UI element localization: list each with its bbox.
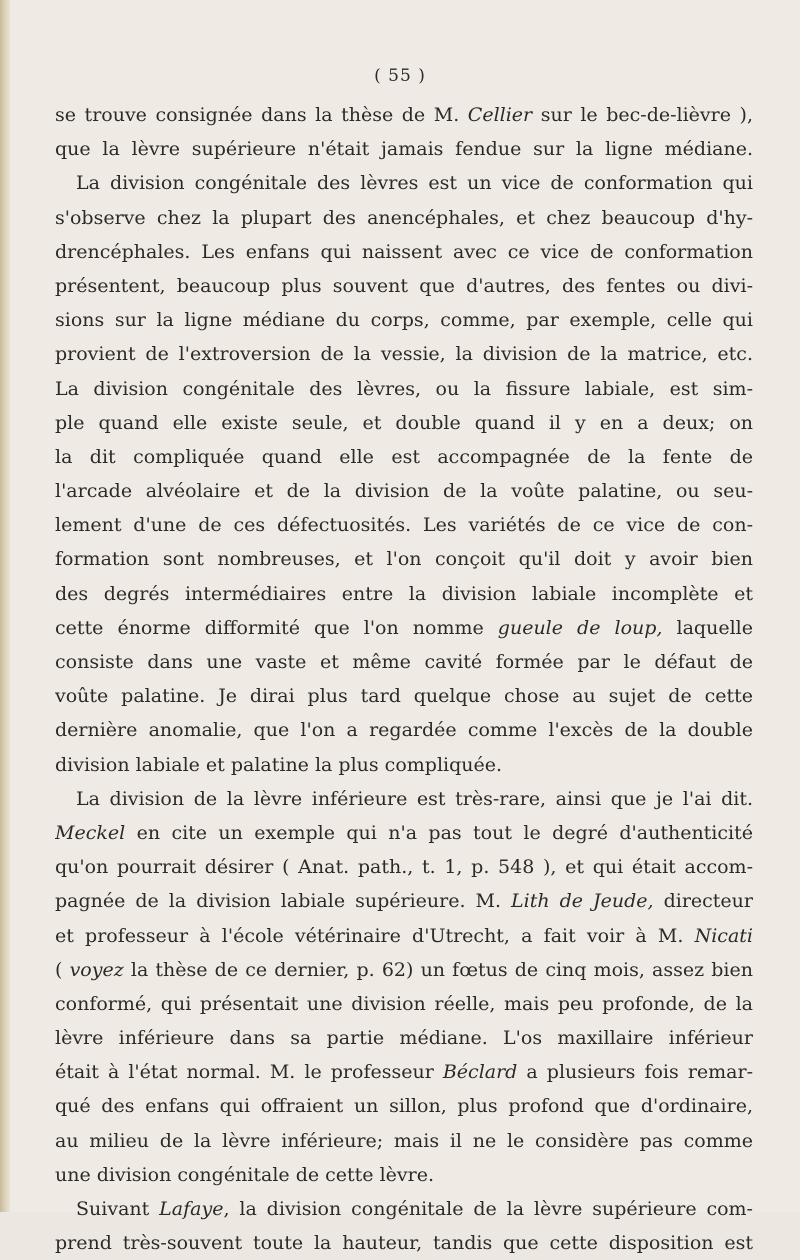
text-run: lèvre inférieure dans sa partie médiane. L'os maxillaire inférieur	[55, 1027, 753, 1050]
page-binding-edge	[0, 0, 10, 1212]
text-run: Suivant	[76, 1198, 160, 1220]
text-line	[55, 337, 753, 371]
text-line	[55, 166, 753, 200]
text-run: cette énorme difformité que l'on nomme	[55, 616, 498, 639]
italic-text-run: Lith de Jeude,	[511, 890, 654, 913]
text-line	[55, 953, 753, 987]
text-run: en cite un exemple qui n'a pas tout le degré d'authenticité	[125, 821, 753, 844]
text-line	[55, 235, 753, 269]
text-run: l'arcade alvéolaire et de la division de la voûte palatine, ou seu-	[55, 480, 753, 503]
text-line	[55, 748, 753, 782]
text-line	[55, 645, 753, 679]
text-run: au milieu de la lèvre inférieure; mais il ne le considère pas comme	[55, 1129, 753, 1152]
text-run: dernière anomalie, que l'on a regardée comme l'excès de la double	[55, 719, 753, 742]
text-run: une division congénitale de cette lèvre.	[55, 1163, 435, 1186]
text-run: laquelle	[662, 616, 753, 639]
text-run: se trouve consignée dans la thèse de M.	[55, 104, 468, 126]
text-run: (	[55, 958, 70, 981]
italic-text-run: Nicati	[694, 924, 753, 947]
text-line	[55, 577, 753, 611]
text-line	[55, 782, 753, 816]
text-run: ple quand elle existe seule, et double quand il y en a deux; on	[55, 411, 753, 434]
text-line	[55, 1089, 753, 1123]
text-run: La division congénitale des lèvres est un vice de conformation qui	[76, 172, 753, 195]
text-run: prend très-souvent toute la hauteur, tandis que cette disposition est	[55, 1232, 753, 1255]
italic-text-run: voyez	[69, 958, 124, 981]
text-run: provient de l'extroversion de la vessie, la division de la matrice, etc.	[55, 343, 753, 366]
text-run: sions sur la ligne médiane du corps, comme, par exemple, celle qui	[55, 309, 753, 332]
text-line	[55, 919, 753, 953]
page-number: ( 55 )	[374, 66, 426, 86]
text-line	[55, 201, 753, 235]
italic-text-run: Cellier	[467, 104, 533, 126]
text-run: lement d'une de ces défectuosités. Les variétés de ce vice de con-	[55, 514, 753, 537]
text-run: La division de la lèvre inférieure est très-rare, ainsi que je l'ai dit.	[76, 787, 753, 810]
text-run: conformé, qui présentait une division réelle, mais peu profonde, de la	[55, 992, 753, 1015]
text-run: voûte palatine. Je dirai plus tard quelque chose au sujet de cette	[55, 685, 753, 708]
text-line	[55, 372, 753, 406]
text-run: qu'on pourrait désirer ( Anat. path., t. 1, p. 548 ), et qui était accom-	[55, 856, 753, 879]
text-line	[55, 542, 753, 576]
body-text	[55, 98, 753, 1260]
italic-text-run: Meckel	[55, 821, 126, 844]
text-line	[55, 1124, 753, 1158]
text-run: consiste dans une vaste et même cavité formée par le défaut de	[55, 651, 753, 673]
text-line	[55, 816, 753, 850]
text-run: et professeur à l'école vétérinaire d'Utrecht, a fait voir à M.	[55, 924, 695, 947]
text-line	[55, 884, 753, 918]
text-line	[55, 1021, 753, 1055]
text-line	[55, 269, 753, 303]
italic-text-run: Lafaye	[159, 1198, 224, 1220]
text-run: drencéphales. Les enfans qui naissent avec ce vice de conformation	[55, 240, 753, 263]
text-run: que la lèvre supérieure n'était jamais fendue sur la ligne médiane.	[55, 138, 753, 161]
text-line	[55, 508, 753, 542]
text-line	[55, 679, 753, 713]
text-line	[55, 1055, 753, 1089]
text-line	[55, 1158, 753, 1192]
text-run: La division congénitale des lèvres, ou la fissure labiale, est sim-	[55, 377, 753, 400]
text-line	[55, 406, 753, 440]
text-line	[55, 1226, 753, 1260]
text-line	[55, 440, 753, 474]
text-line	[55, 1192, 753, 1226]
text-run: a plusieurs fois remar-	[517, 1061, 753, 1084]
text-run: des degrés intermédiaires entre la division labiale incomplète et	[55, 582, 753, 605]
text-run: présentent, beaucoup plus souvent que d'autres, des fentes ou divi-	[55, 274, 753, 297]
text-run: formation sont nombreuses, et l'on conçoit qu'il doit y avoir bien	[55, 548, 753, 571]
text-line	[55, 132, 753, 166]
text-run: s'observe chez la plupart des anencéphales, et chez beaucoup d'hy-	[55, 206, 753, 229]
text-run: la dit compliquée quand elle est accompagnée de la fente de	[55, 445, 753, 468]
text-line	[55, 611, 753, 645]
text-line	[55, 474, 753, 508]
text-run: qué des enfans qui offraient un sillon, plus profond que d'ordinaire,	[55, 1095, 753, 1118]
text-line	[55, 987, 753, 1021]
italic-text-run: Béclard	[442, 1061, 518, 1084]
text-run: la thèse de ce dernier, p. 62) un fœtus de cinq mois, assez bien	[123, 958, 753, 981]
text-run: sur le bec-de-lièvre ),	[532, 104, 753, 126]
text-run: , la division congénitale de la lèvre supérieure com-	[223, 1198, 753, 1220]
italic-text-run: gueule de loup,	[497, 616, 663, 639]
text-line	[55, 98, 753, 132]
text-run: pagnée de la division labiale supérieure. M.	[55, 890, 512, 913]
text-run: division labiale et palatine la plus compliquée.	[55, 753, 503, 776]
text-line	[55, 850, 753, 884]
text-run: était à l'état normal. M. le professeur	[55, 1061, 443, 1084]
text-line	[55, 303, 753, 337]
text-line	[55, 713, 753, 747]
text-run: directeur	[653, 890, 753, 913]
